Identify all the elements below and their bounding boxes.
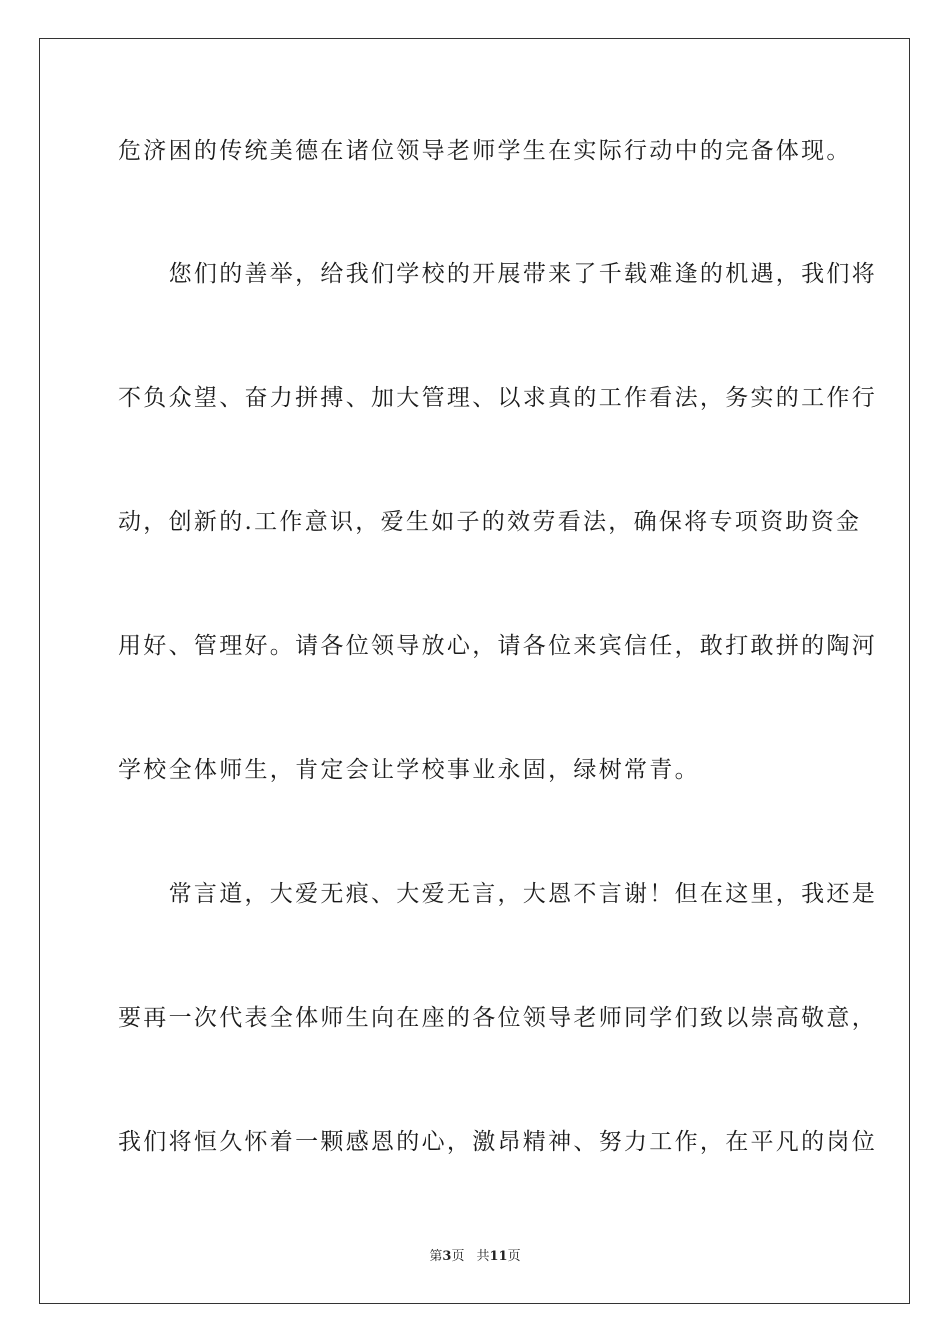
body-text-line: 您们的善举，给我们学校的开展带来了千载难逢的机遇，我们将	[118, 261, 877, 287]
body-text-line: 不负众望、奋力拼搏、加大管理、以求真的工作看法，务实的工作行	[118, 385, 877, 411]
page-border	[39, 38, 910, 1304]
page-suffix: 页	[451, 1249, 465, 1264]
total-pages: 11	[489, 1249, 508, 1264]
body-text-line: 学校全体师生，肯定会让学校事业永固，绿树常青。	[118, 757, 700, 783]
body-text-line: 常言道，大爱无痕、大爱无言，大恩不言谢！但在这里，我还是	[118, 881, 877, 907]
body-text-line: 危济困的传统美德在诸位领导老师学生在实际行动中的完备体现。	[118, 138, 852, 164]
page-prefix: 第	[429, 1249, 443, 1264]
total-suffix: 页	[507, 1249, 521, 1264]
page-number: 3	[442, 1249, 452, 1264]
body-text-line: 要再一次代表全体师生向在座的各位领导老师同学们致以崇高敬意，	[118, 1005, 877, 1031]
body-text-line: 我们将恒久怀着一颗感恩的心，激昂精神、努力工作，在平凡的岗位	[118, 1129, 877, 1155]
page-footer	[0, 1248, 950, 1266]
body-text-line: 用好、管理好。请各位领导放心，请各位来宾信任，敢打敢拼的陶河	[118, 633, 877, 659]
body-text-line: 动，创新的.工作意识，爱生如子的效劳看法，确保将专项资助资金	[118, 509, 862, 535]
total-prefix: 共	[476, 1249, 490, 1264]
